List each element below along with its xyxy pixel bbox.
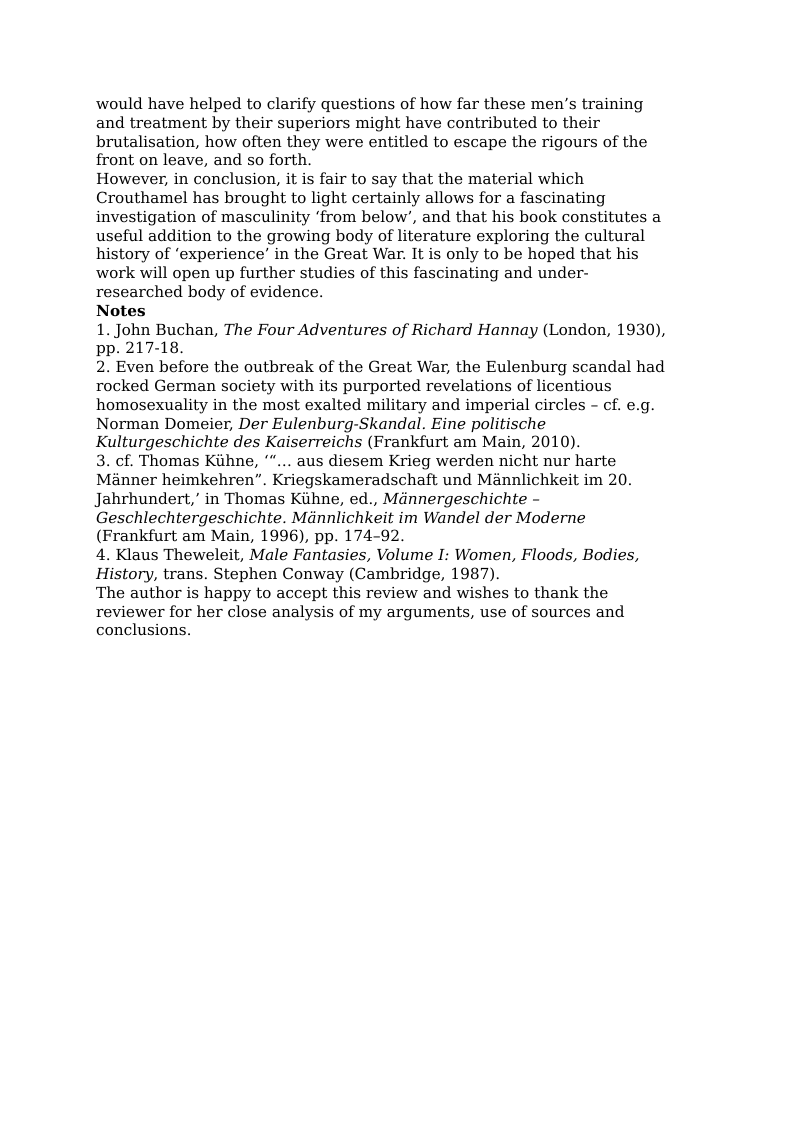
- note-4: [96, 546, 706, 584]
- note-line: homosexuality in the most exalted military and imperial circles – cf. e.g.: [96, 395, 656, 414]
- text-line: useful addition to the growing body of literature exploring the cultural: [96, 226, 646, 245]
- note-line: 3. cf. Thomas Kühne, ‘“… aus diesem Krieg werden nicht nur harte: [96, 452, 617, 471]
- note-text: 4. Klaus Theweleit,: [96, 546, 250, 565]
- note-line: 2. Even before the outbreak of the Great War, the Eulenburg scandal had: [96, 358, 665, 377]
- cited-title: History: [96, 564, 154, 583]
- note-line: [96, 546, 706, 565]
- document-body: [96, 95, 706, 640]
- text-line: conclusions.: [96, 621, 192, 640]
- note-line: Männer heimkehren”. Kriegskameradschaft und Männlichkeit im 20.: [96, 470, 633, 489]
- text-line: reviewer for her close analysis of my arguments, use of sources and: [96, 602, 625, 621]
- note-line: [96, 321, 706, 340]
- text-line: Crouthamel has brought to light certainly allows for a fascinating: [96, 188, 606, 207]
- text-line: history of ‘experience’ in the Great War. It is only to be hoped that his: [96, 245, 639, 264]
- note-line: pp. 217-18.: [96, 339, 185, 358]
- notes-heading: Notes: [96, 301, 146, 320]
- note-line: [96, 565, 706, 584]
- text-line: work will open up further studies of this fascinating and under-: [96, 264, 589, 283]
- note-line: rocked German society with its purported revelations of licentious: [96, 376, 612, 395]
- text-line: and treatment by their superiors might have contributed to their: [96, 113, 600, 132]
- note-line: (Frankfurt am Main, 1996), pp. 174–92.: [96, 527, 405, 546]
- text-line: would have helped to clarify questions of how far these men’s training: [96, 95, 644, 113]
- note-text: (London, 1930),: [537, 320, 666, 339]
- author-reply: [96, 584, 706, 640]
- text-line: brutalisation, how often they were entitled to escape the rigours of the: [96, 132, 648, 151]
- note-line: [96, 433, 706, 452]
- text-line: However, in conclusion, it is fair to say that the material which: [96, 170, 585, 189]
- note-text: 1. John Buchan,: [96, 320, 224, 339]
- text-line: investigation of masculinity ‘from below’, and that his book constitutes a: [96, 207, 662, 226]
- note-text: Jahrhundert,’ in Thomas Kühne, ed.,: [96, 489, 383, 508]
- note-text: Norman Domeier,: [96, 414, 239, 433]
- cited-title: Kulturgeschichte des Kaiserreichs: [96, 433, 363, 452]
- cited-title: Männergeschichte –: [382, 489, 540, 508]
- paragraph-conclusion: [96, 170, 706, 302]
- note-1: [96, 321, 706, 359]
- text-line: The author is happy to accept this review and wishes to thank the: [96, 583, 609, 602]
- cited-title: Geschlechtergeschichte. Männlichkeit im Wandel der Moderne: [96, 508, 586, 527]
- note-line: [96, 490, 706, 509]
- note-3: [96, 452, 706, 546]
- cited-title: The Four Adventures of Richard Hannay: [223, 320, 538, 339]
- note-text: , trans. Stephen Conway (Cambridge, 1987).: [153, 564, 501, 583]
- text-line: researched body of evidence.: [96, 282, 324, 301]
- paragraph-continued: [96, 95, 706, 170]
- cited-title: Der Eulenburg-Skandal. Eine politische: [238, 414, 547, 433]
- cited-title: Male Fantasies, Volume I: Women, Floods, Bodies,: [249, 546, 640, 565]
- note-line: [96, 415, 706, 434]
- note-2: [96, 358, 706, 452]
- note-text: (Frankfurt am Main, 2010).: [362, 433, 581, 452]
- text-line: front on leave, and so forth.: [96, 151, 313, 170]
